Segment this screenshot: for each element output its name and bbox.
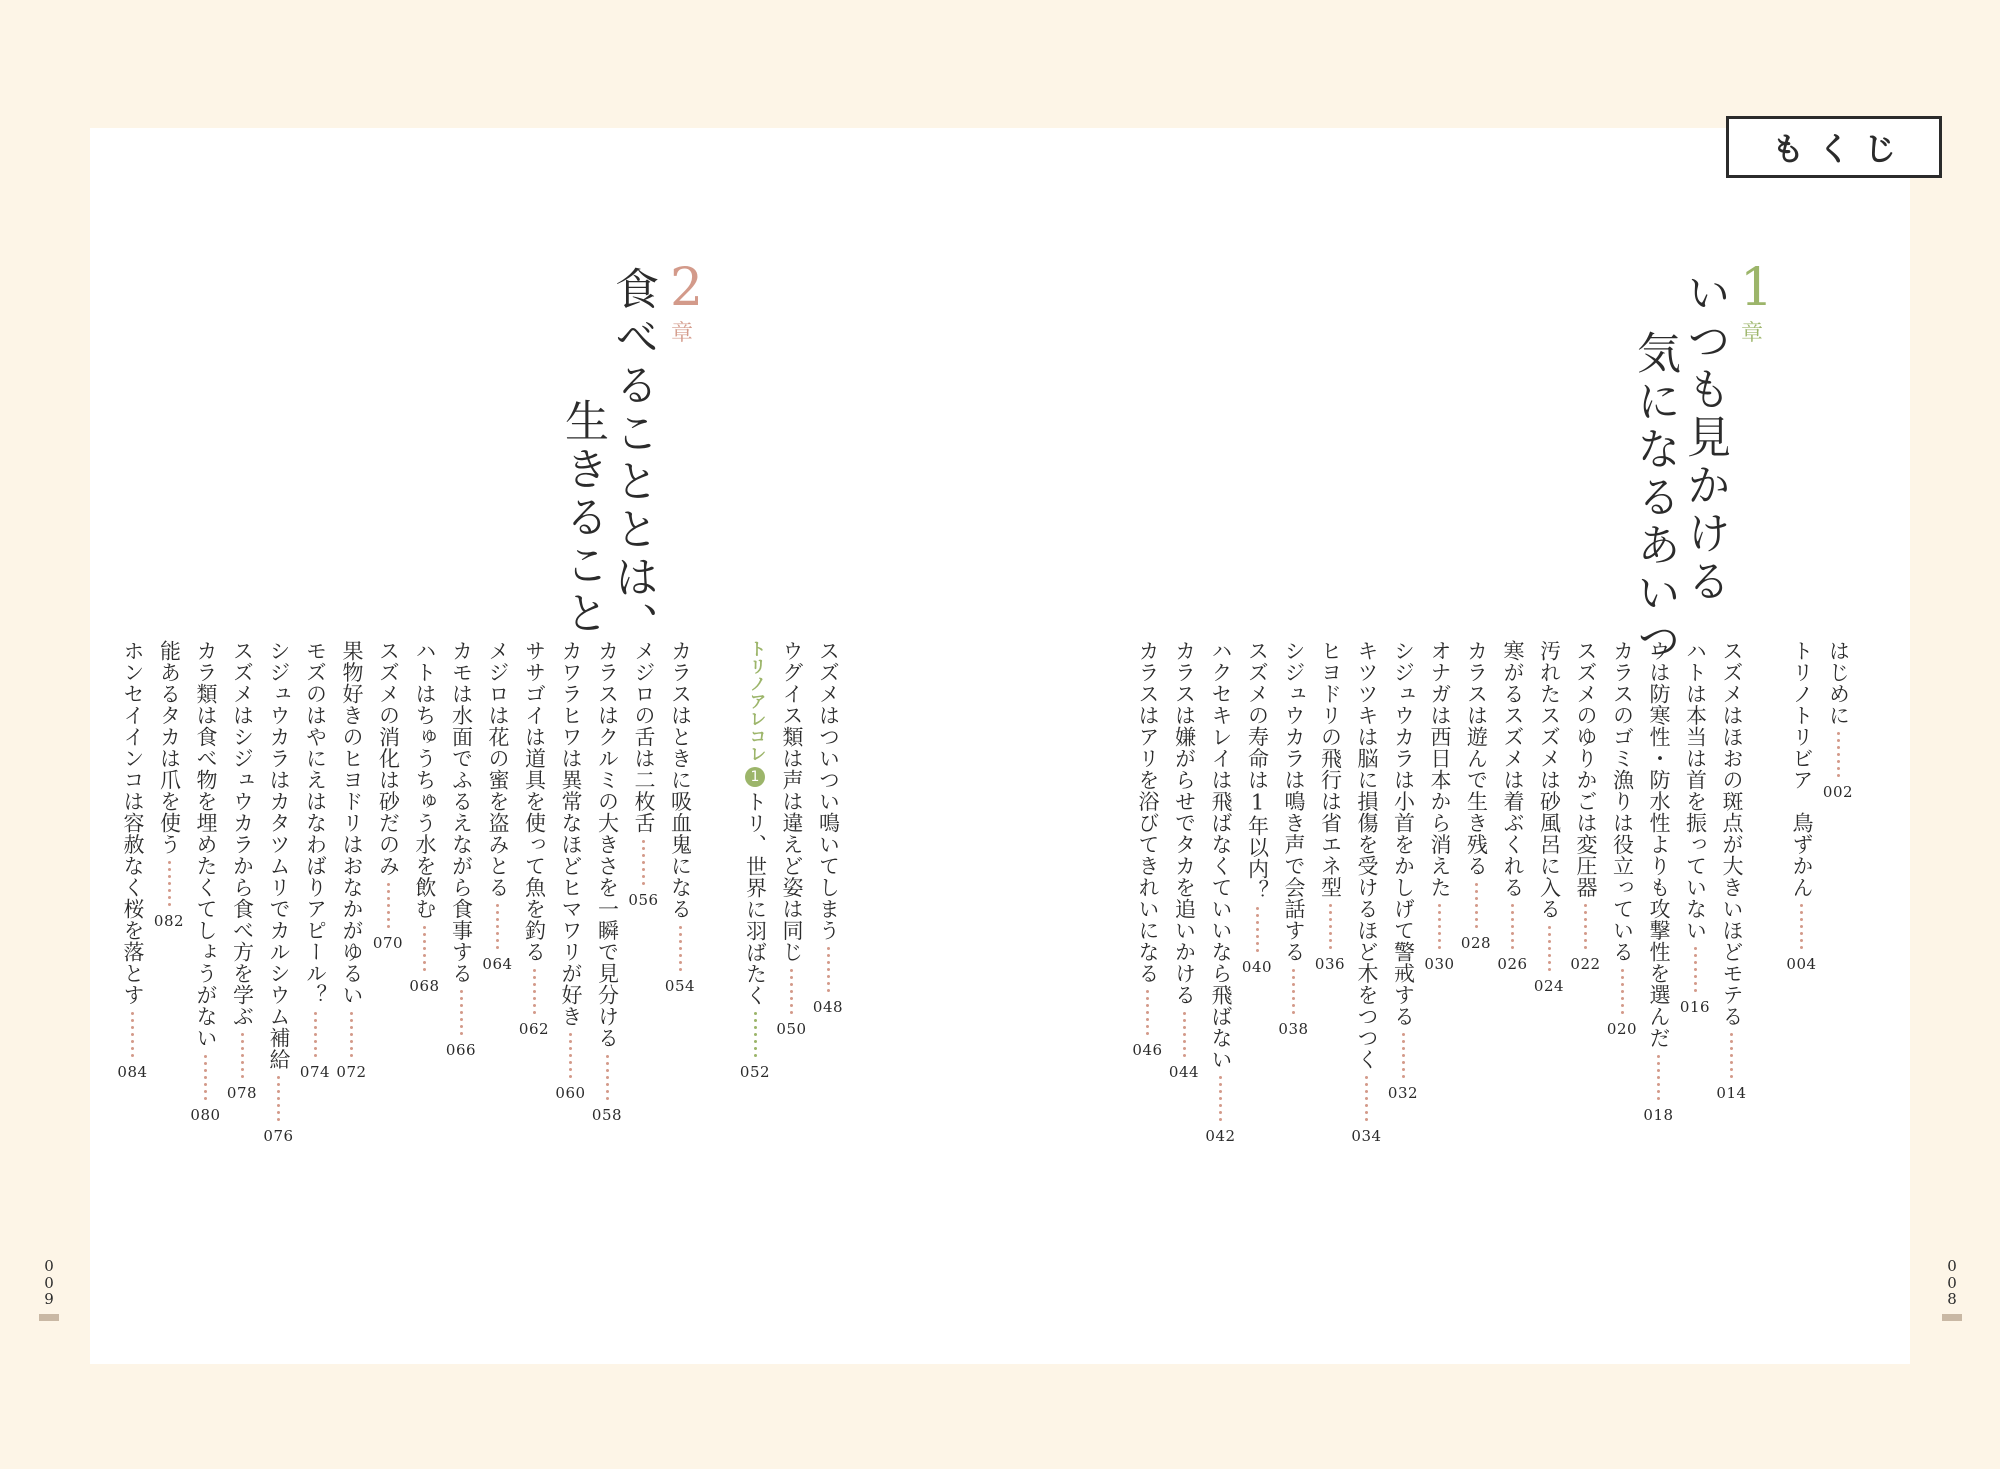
entry-title: スズメはついつい鳴いてしまう	[816, 640, 841, 941]
trivia-entry[interactable]	[736, 640, 774, 1081]
toc-entry[interactable]	[479, 640, 517, 973]
entry-title: スズメの寿命は1年以内？	[1245, 640, 1270, 901]
leader-dots	[1365, 1076, 1368, 1121]
toc-entry[interactable]	[1494, 640, 1532, 973]
toc-entry[interactable]	[114, 640, 152, 1081]
leader-dots	[679, 926, 682, 971]
page-number: 024	[1533, 976, 1565, 995]
chapter2-kanji: 章	[671, 321, 694, 346]
page-number: 026	[1497, 955, 1528, 973]
leader-dots	[168, 861, 171, 906]
entry-title: ホンセイインコは容赦なく桜を落とす	[121, 640, 145, 1006]
folio-digit: 0	[1947, 1257, 1957, 1275]
page-number: 028	[1460, 933, 1492, 952]
leader-dots	[1837, 732, 1840, 777]
toc-entry[interactable]	[1457, 640, 1495, 952]
folio-digit: 0	[44, 1273, 54, 1292]
toc-entry[interactable]	[1530, 640, 1568, 995]
page-number: 014	[1716, 1084, 1747, 1102]
toc-entry[interactable]	[515, 640, 553, 1038]
page-number: 084	[117, 1062, 148, 1081]
entry-title: スズメはほおの斑点が大きいほどモテる	[1720, 640, 1744, 1027]
leader-dots	[790, 969, 793, 1014]
leader-dots	[1219, 1076, 1222, 1121]
entry-title: ウは防寒性・防水性よりも攻撃性を選んだ	[1647, 640, 1671, 1049]
entry-title: カラスはクルミの大きさを一瞬で見分ける	[595, 640, 620, 1049]
toc-entry[interactable]	[1384, 640, 1422, 1102]
toc-entry[interactable]	[442, 640, 480, 1059]
entry-title: シジュウカラはカタツムリでカルシウム補給	[267, 640, 291, 1070]
page-number: 032	[1387, 1084, 1419, 1102]
page-number: 078	[226, 1084, 258, 1102]
chapter2-title-line1: 食べることとは、	[607, 266, 658, 650]
toc-entry[interactable]	[1421, 640, 1459, 973]
entry-title: トリ、世界に羽ばたく	[743, 790, 768, 1006]
toc-entry[interactable]	[588, 640, 626, 1124]
leader-dots	[460, 990, 463, 1035]
entry-title: 能あるタカは爪を使う	[157, 640, 182, 855]
folio-digit: 9	[44, 1290, 54, 1308]
entry-title: ハクセキレイは飛ばなくていいなら飛ばない	[1209, 640, 1233, 1070]
entry-title: シジュウカラは鳴き声で会話する	[1282, 640, 1306, 963]
entry-title: オナガは西日本から消えた	[1428, 640, 1452, 898]
page-number: 048	[812, 998, 844, 1016]
toc-entry[interactable]	[223, 640, 261, 1102]
page-number: 034	[1351, 1127, 1382, 1145]
toc-entry[interactable]	[1165, 640, 1203, 1081]
entry-title: モズのはやにえはなわばりアピール？	[303, 640, 328, 1006]
page-number: 054	[664, 976, 696, 995]
toc-entry[interactable]	[369, 640, 407, 952]
toc-entry[interactable]	[809, 640, 847, 1016]
leader-dots	[277, 1076, 280, 1121]
toc-entry[interactable]	[1311, 640, 1349, 973]
leader-dots	[1694, 947, 1697, 992]
page-number: 050	[776, 1019, 807, 1038]
entry-title: 汚れたスズメは砂風呂に入る	[1537, 640, 1562, 920]
leader-dots	[204, 1055, 207, 1100]
page-number: 060	[555, 1084, 586, 1102]
page-number: 082	[153, 912, 185, 930]
entry-title: スズメのゆりかごは変圧器	[1574, 640, 1598, 898]
toc-entry[interactable]	[150, 640, 188, 930]
toc-entry[interactable]	[1202, 640, 1240, 1145]
page-number: 066	[445, 1041, 477, 1059]
toc-entry[interactable]	[187, 640, 225, 1124]
chapter1-kanji: 章	[1741, 321, 1764, 346]
entry-title: ハトは本当は首を振っていない	[1683, 640, 1708, 941]
page-number: 076	[263, 1127, 294, 1145]
page-number: 062	[518, 1019, 550, 1038]
page-number: 080	[190, 1105, 221, 1124]
leader-dots	[1292, 969, 1295, 1014]
toc-entry[interactable]	[1348, 640, 1386, 1145]
page-number: 074	[299, 1062, 331, 1081]
page-number: 018	[1643, 1105, 1674, 1124]
toc-entry[interactable]	[1129, 640, 1167, 1059]
leader-dots	[1475, 883, 1478, 928]
toc-entry[interactable]	[1567, 640, 1605, 973]
leader-dots	[241, 1033, 244, 1078]
toc-entry[interactable]	[1275, 640, 1313, 1038]
page-number: 056	[628, 890, 659, 909]
page-number: 020	[1606, 1019, 1638, 1038]
chapter1-title-line2: 気になるあいつ	[1629, 330, 1680, 666]
toc-entry[interactable]	[1238, 640, 1276, 976]
entry-title: はじめに	[1826, 640, 1851, 726]
page-number: 070	[372, 933, 404, 952]
toc-entry[interactable]	[260, 640, 298, 1145]
entry-title: スズメの消化は砂だのみ	[376, 640, 401, 877]
entry-title: カラスは遊んで生き残る	[1464, 640, 1489, 877]
leader-dots	[1584, 904, 1587, 949]
toc-entry[interactable]	[1676, 640, 1714, 1016]
entry-title: スズメはシジュウカラから食べ方を学ぶ	[230, 640, 255, 1027]
entry-title: カラスはアリを浴びてきれいになる	[1136, 640, 1160, 984]
leader-dots	[1511, 904, 1514, 949]
page-number: 038	[1278, 1019, 1309, 1038]
leader-dots	[1183, 1012, 1186, 1057]
leader-dots	[1800, 904, 1803, 949]
toc-entry[interactable]	[1640, 640, 1678, 1124]
toc-entry[interactable]	[333, 640, 371, 1081]
leader-dots	[1438, 904, 1441, 949]
chapter2-title-line2: 生きること	[557, 398, 608, 638]
folio-right	[1942, 1258, 1962, 1321]
page-number: 068	[409, 976, 440, 995]
leader-dots	[423, 926, 426, 971]
toc-title: もくじ	[1726, 116, 1942, 178]
leader-dots	[387, 883, 390, 928]
page-number: 016	[1679, 998, 1711, 1016]
leader-dots	[1146, 990, 1149, 1035]
entry-title: キツツキは脳に損傷を受けるほど木をつつく	[1355, 640, 1379, 1070]
entry-title: カモは水面でふるえながら食事する	[449, 640, 474, 984]
entry-title: メジロの舌は二枚舌	[632, 640, 656, 834]
leader-dots	[1402, 1033, 1405, 1078]
entry-title: トリノトリビア 鳥ずかん	[1790, 640, 1814, 898]
entry-title: 寒がるスズメは着ぶくれる	[1501, 640, 1525, 898]
chapter2-number: 2	[670, 258, 704, 318]
entry-title: カラスはときに吸血鬼になる	[668, 640, 693, 920]
page-number: 022	[1570, 955, 1601, 973]
page-number: 042	[1205, 1127, 1236, 1145]
toc-entry[interactable]	[661, 640, 699, 995]
toc-entry[interactable]	[1713, 640, 1751, 1102]
leader-dots	[496, 904, 499, 949]
page-number: 002	[1822, 783, 1854, 801]
entry-title: ウグイス類は声は違えど姿は同じ	[780, 640, 804, 963]
entry-title: カラスのゴミ漁りは役立っている	[1610, 640, 1635, 963]
entry-title: カワラヒワは異常なほどヒマワリが好き	[559, 640, 583, 1027]
leader-dots	[1548, 926, 1551, 971]
chapter1-title-line1: いつも見かける	[1679, 270, 1730, 606]
trivia-number-badge: 1	[745, 767, 765, 787]
page-number: 046	[1132, 1041, 1163, 1059]
entry-title: ササゴイは道具を使って魚を釣る	[522, 640, 547, 963]
trivia-label: トリノアレコレ	[745, 640, 766, 763]
toc-entry[interactable]	[1783, 640, 1821, 973]
leader-dots	[314, 1012, 317, 1057]
leader-dots	[1329, 904, 1332, 949]
entry-title: ヒヨドリの飛行は省エネ型	[1318, 640, 1343, 898]
leader-dots	[1730, 1033, 1733, 1078]
leader-dots	[642, 840, 645, 885]
toc-entry[interactable]	[406, 640, 444, 995]
entry-title: ハトはちゅうちゅう水を飲む	[413, 640, 437, 920]
page-number: 058	[591, 1105, 623, 1124]
toc-entry[interactable]	[1819, 640, 1857, 801]
entry-title: カラ類は食べ物を埋めたくてしょうがない	[194, 640, 218, 1049]
leader-dots	[606, 1055, 609, 1100]
leader-dots	[131, 1012, 134, 1057]
page-number: 044	[1168, 1062, 1200, 1081]
leader-dots	[533, 969, 536, 1014]
entry-title: シジュウカラは小首をかしげて警戒する	[1391, 640, 1416, 1027]
folio-left	[39, 1258, 59, 1321]
leader-dots	[827, 947, 830, 992]
toc-entry[interactable]	[773, 640, 811, 1038]
folio-digit: 0	[44, 1257, 54, 1275]
page-number: 040	[1241, 958, 1273, 976]
toc-entry[interactable]	[625, 640, 663, 909]
page-number: 004	[1786, 955, 1817, 973]
entry-title: 果物好きのヒヨドリはおなかがゆるい	[340, 640, 364, 1006]
leader-dots	[569, 1033, 572, 1078]
leader-dots	[1256, 907, 1259, 952]
leader-dots	[1621, 969, 1624, 1014]
folio-digit: 0	[1947, 1273, 1957, 1292]
leader-dots	[754, 1012, 757, 1057]
page-number: 072	[336, 1062, 367, 1081]
entry-title: カラスは嫌がらせでタカを追いかける	[1172, 640, 1197, 1006]
folio-digit: 8	[1947, 1290, 1957, 1308]
page-number: 052	[739, 1062, 771, 1081]
chapter1-number: 1	[1740, 258, 1774, 318]
leader-dots	[1657, 1055, 1660, 1100]
page-number: 030	[1424, 955, 1455, 973]
toc-entry[interactable]	[296, 640, 334, 1081]
toc-entry[interactable]	[1603, 640, 1641, 1038]
page-number: 036	[1314, 955, 1346, 973]
leader-dots	[350, 1012, 353, 1057]
toc-entry[interactable]	[552, 640, 590, 1102]
entry-title: メジロは花の蜜を盗みとる	[486, 640, 510, 898]
page-number: 064	[482, 955, 513, 973]
